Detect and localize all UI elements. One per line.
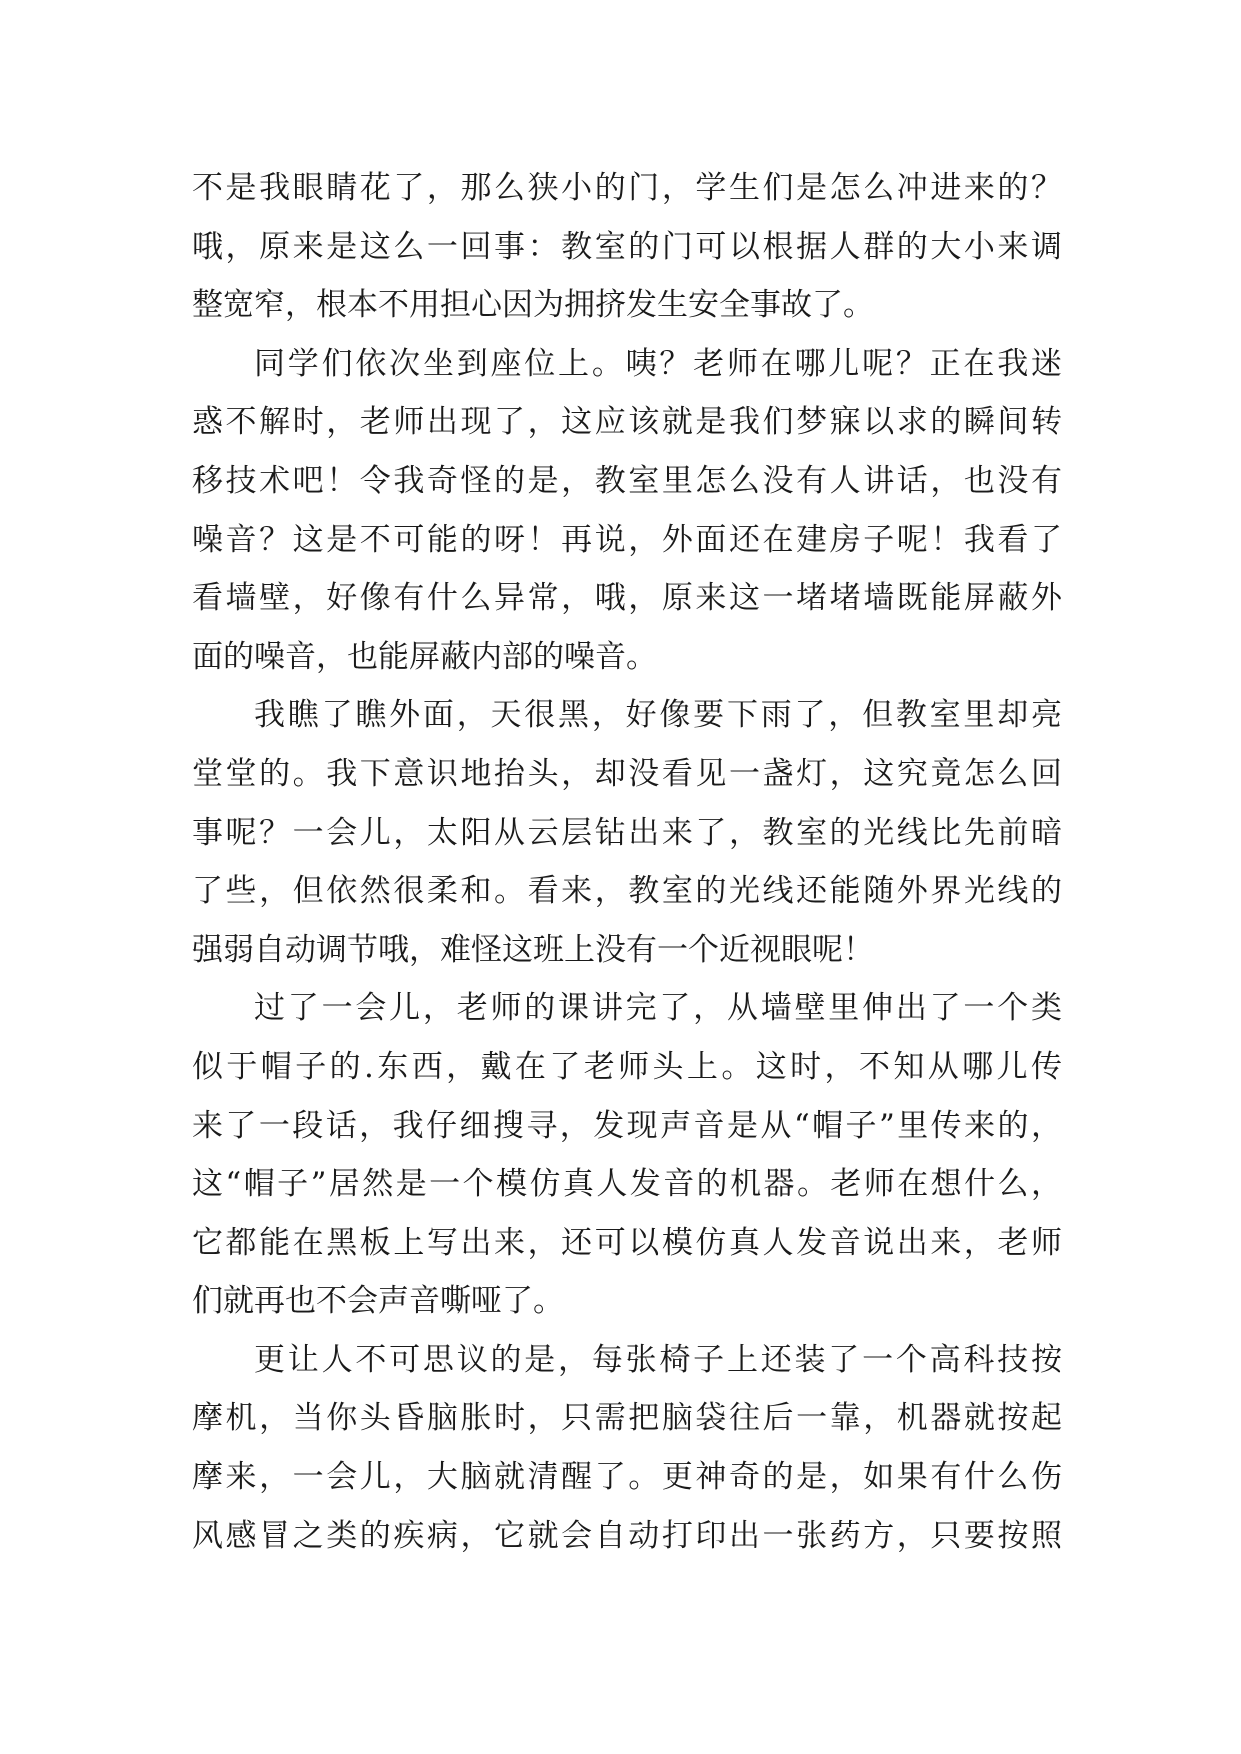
text-line-23: 摩来，一会儿，大脑就清醒了。更神奇的是，如果有什么伤 <box>192 1459 1062 1496</box>
text-line-18: 这“帽子”居然是一个模仿真人发音的机器。老师在想什么， <box>192 1166 1062 1203</box>
text-line-16: 似于帽子的.东西，戴在了老师头上。这时，不知从哪儿传 <box>192 1048 1062 1085</box>
text-line-8: 看墙壁，好像有什么异常，哦，原来这一堵堵墙既能屏蔽外 <box>192 580 1062 617</box>
text-line-1: 不是我眼睛花了，那么狭小的门，学生们是怎么冲进来的？ <box>192 170 1062 206</box>
text-line-24: 风感冒之类的疾病，它就会自动打印出一张药方，只要按照 <box>192 1517 1062 1554</box>
text-line-7: 噪音？这是不可能的呀！再说，外面还在建房子呢！我看了 <box>192 521 1062 558</box>
text-line-21: 更让人不可思议的是，每张椅子上还装了一个高科技按 <box>254 1341 1062 1378</box>
text-line-9: 面的噪音，也能屏蔽内部的噪音。 <box>192 638 657 675</box>
text-line-10: 我瞧了瞧外面，天很黑，好像要下雨了，但教室里却亮 <box>254 697 1062 734</box>
text-line-11: 堂堂的。我下意识地抬头，却没看见一盏灯，这究竟怎么回 <box>192 755 1062 792</box>
text-line-6: 移技术吧！令我奇怪的是，教室里怎么没有人讲话，也没有 <box>192 462 1062 499</box>
text-line-4: 同学们依次坐到座位上。咦？老师在哪儿呢？正在我迷 <box>254 345 1062 382</box>
text-line-14: 强弱自动调节哦，难怪这班上没有一个近视眼呢！ <box>192 931 874 968</box>
text-line-20: 们就再也不会声音嘶哑了。 <box>192 1283 564 1320</box>
text-line-5: 惑不解时，老师出现了，这应该就是我们梦寐以求的瞬间转 <box>192 404 1062 441</box>
article-body <box>192 159 1062 1565</box>
text-line-17: 来了一段话，我仔细搜寻，发现声音是从“帽子”里传来的， <box>192 1107 1062 1144</box>
text-line-12: 事呢？一会儿，太阳从云层钻出来了，教室的光线比先前暗 <box>192 814 1062 851</box>
text-line-22: 摩机，当你头昏脑胀时，只需把脑袋往后一靠，机器就按起 <box>192 1400 1062 1437</box>
text-line-15: 过了一会儿，老师的课讲完了，从墙壁里伸出了一个类 <box>254 990 1062 1027</box>
text-line-3: 整宽窄，根本不用担心因为拥挤发生安全事故了。 <box>192 287 874 324</box>
text-line-2: 哦，原来是这么一回事：教室的门可以根据人群的大小来调 <box>192 228 1062 265</box>
text-line-19: 它都能在黑板上写出来，还可以模仿真人发音说出来，老师 <box>192 1224 1062 1261</box>
text-line-13: 了些，但依然很柔和。看来，教室的光线还能随外界光线的 <box>192 873 1062 910</box>
